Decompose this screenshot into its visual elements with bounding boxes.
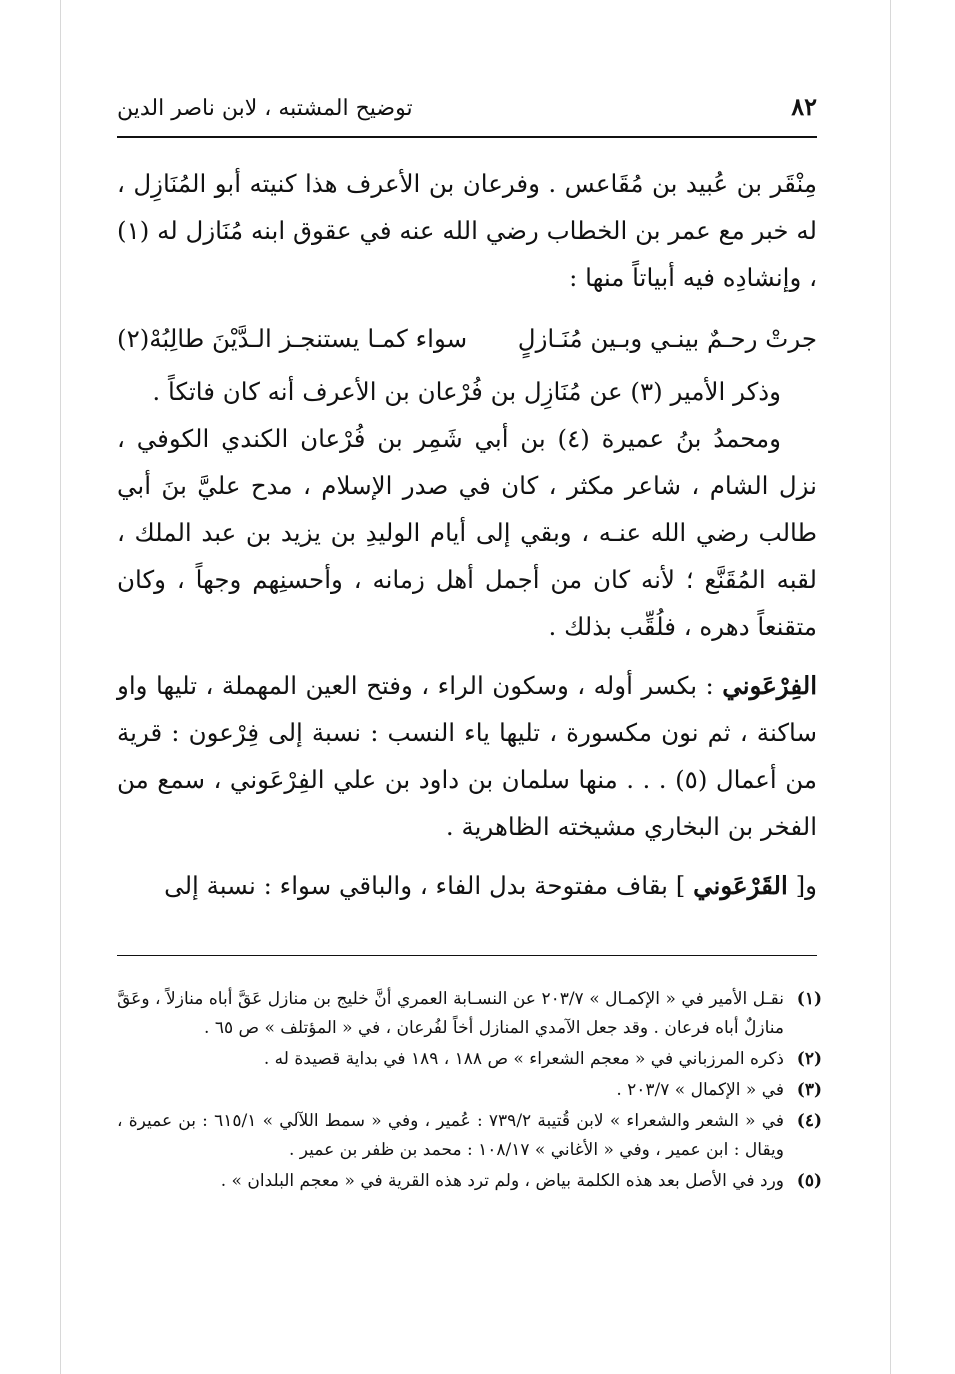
footnote-number: (٥) (796, 1171, 822, 1191)
footnote (117, 1076, 822, 1105)
footnote-number: (٣) (796, 1080, 822, 1100)
entry-term-fir-awni: الفِرْعَوني (722, 671, 817, 700)
paragraph-4 (117, 662, 817, 850)
footnote-text: في « الشعر والشعراء » لابن قُتيبة ٧٣٩/٢ : عُمير ، وفي « سمط اللآلي » ٦١٥/١ : بن عميرة ، ويقال : ابن عمير ، وفي « الأغاني » ١٠٨/١٧ : محمد بن ظفر بن عمير . (117, 1111, 784, 1160)
running-title: توضيح المشتبه ، لابن ناصر الدين (117, 96, 413, 121)
footnotes (117, 985, 822, 1198)
paragraph-5 (117, 862, 817, 909)
footnote (117, 1045, 822, 1074)
footnote (117, 1167, 822, 1196)
paragraph-2: وذكر الأمير (٣) عن مُنَازِل بن فُرْعان بن الأعرف أنه كان فاتكاً . (152, 377, 781, 406)
footnote-text: ورد في الأصل بعد هذه الكلمة بياض ، ولم ترد هذه القرية في « معجم البلدان » . (220, 1171, 784, 1191)
main-text (117, 160, 817, 909)
paragraph-3: ومحمدُ بنُ عميرة (٤) بن أبي شَمِر بن فُرْعان الكندي الكوفي ، نزل الشام ، شاعر مكثر ، كان في صدر الإسلام ، مدح عليَّ بنَ أبي طالب رضي الله عنـه ، وبقي إلى أيام الوليدِ بن يزيد بن عبد الملك ، لقبه المُقَنَّع ؛ لأنه كان من أجمل أهل زمانه ، وأحسنِهم وجهاً ، وكان متقنعاً دهره ، فلُقِّب بذلك . (117, 424, 817, 641)
scan-line-right (890, 0, 891, 1374)
footnote-number: (٢) (796, 1049, 822, 1069)
footnote-separator (117, 955, 817, 956)
footnote-text: في « الإكمال » ٢٠٣/٧ . (616, 1080, 784, 1100)
entry-term-qar-awni: القَرْعَوني (693, 871, 788, 900)
paragraph-5-text: ] بقاف مفتوحة بدل الفاء ، والباقي سواء : نسبة إلى (164, 871, 694, 900)
verse-first-hemistich: جرتْ رحـمٌ بينـي وبـين مُنَـازلٍ (517, 324, 817, 353)
scan-line-left (60, 0, 61, 1374)
verse (117, 315, 817, 362)
page-number: ٨٢ (791, 92, 817, 121)
page-header (117, 88, 817, 138)
paragraph-4-text: : بكسر أوله ، وسكون الراء ، وفتح العين المهملة ، تليها واو ساكنة ، ثم نون مكسورة ، تليها ياء النسب : نسبة إلى فِرْعون : قرية من أعمال (٥) . . . منها سلمان بن داود بن علي الفِرْعَوني ، سمع من الفخر بن البخاري مشيخته الظاهرية . (117, 671, 818, 841)
footnote-number: (١) (796, 989, 822, 1009)
footnote (117, 985, 822, 1043)
footnote-text: نقـل الأمير في « الإكمـال » ٢٠٣/٧ عن النسـابة العمري أنَّ خليج بن منازل عَقَّ أباه منازلاً ، وعَقَّ منازلٌ أباه فرعان . وقد جعل الآمدي المنازل أخاً لفُرعان ، في « المؤتلف » ص ٦٥ . (117, 989, 784, 1038)
footnote-number: (٤) (796, 1111, 822, 1131)
footnote-text: ذكره المرزباني في « معجم الشعراء » ص ١٨٨ ، ١٨٩ في بداية قصيدة له . (263, 1049, 784, 1069)
paragraph-1: مِنْقَر بن عُبيد بن مُقَاعس . وفرعان بن الأعرف هذا كنيته أبو المُنَازِل ، له خبر مع عمر بن الخطاب رضي الله عنه في عقوق ابنه مُنَازل له (١) ، وإنشادِه فيه أبياتاً منها : (117, 169, 817, 292)
paragraph-5-prefix: و[ (787, 871, 817, 900)
footnote (117, 1107, 822, 1165)
verse-second-hemistich: سواء كمـا يستنجـز الـدَّيْنَ طالِبُهْ(٢) (117, 324, 468, 353)
